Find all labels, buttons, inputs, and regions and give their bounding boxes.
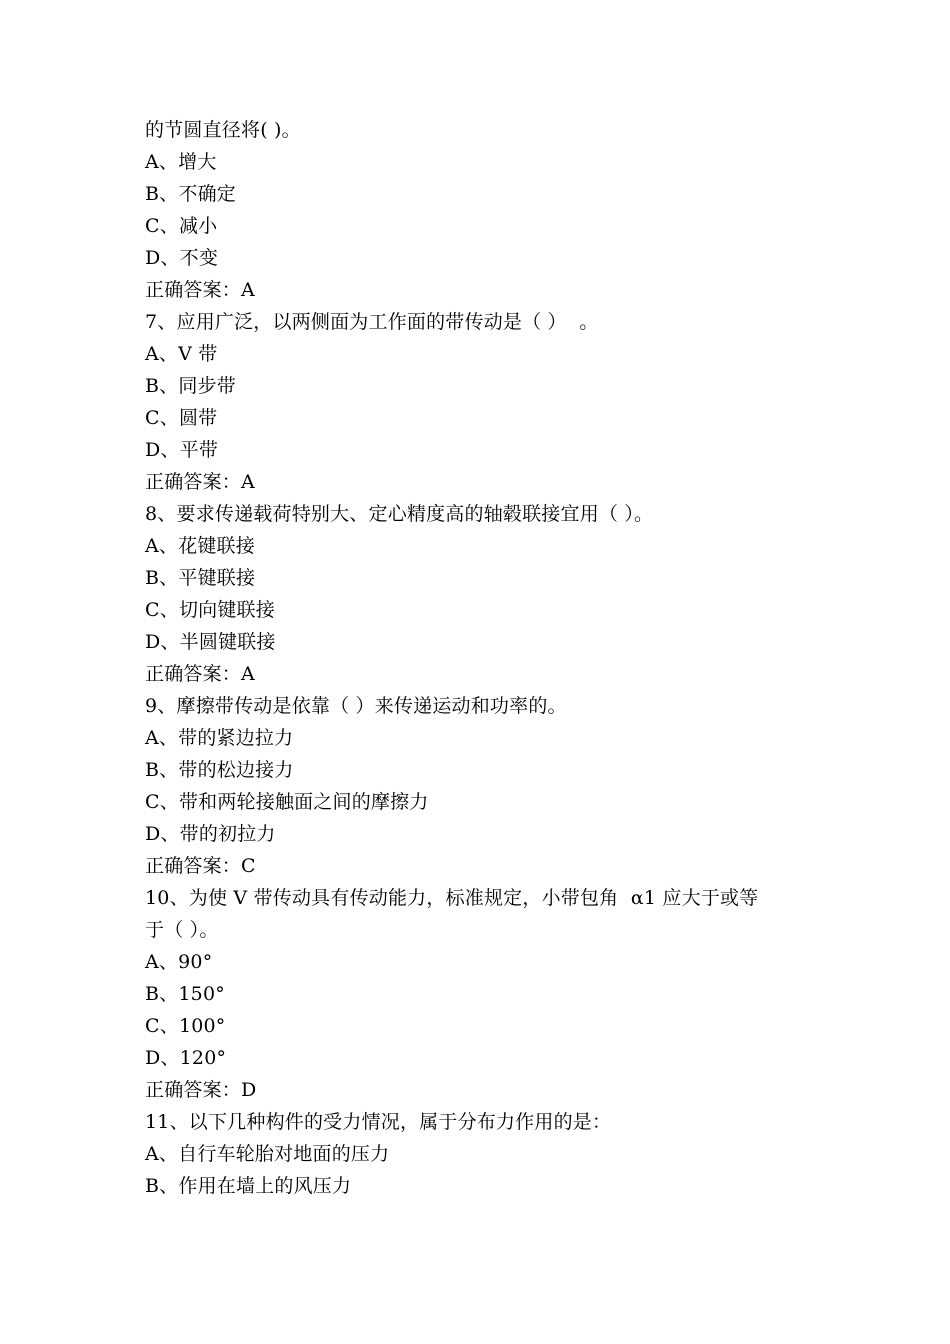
option-a: A、增大 bbox=[145, 151, 217, 173]
option-c: C、切向键联接 bbox=[145, 599, 275, 621]
answer-line: 正确答案：A bbox=[145, 471, 255, 493]
option-d: D、120° bbox=[145, 1047, 227, 1069]
question-10: 10、为使 V 带传动具有传动能力，标准规定，小带包角 α1 应大于或等 bbox=[145, 887, 759, 909]
option-a: A、带的紧边拉力 bbox=[145, 727, 294, 749]
question-8: 8、要求传递载荷特别大、定心精度高的轴毂联接宜用（ ）。 bbox=[145, 503, 654, 525]
option-c: C、减小 bbox=[145, 215, 218, 237]
option-a: A、90° bbox=[145, 951, 213, 973]
option-b: B、带的松边接力 bbox=[145, 759, 294, 781]
option-b: B、150° bbox=[145, 983, 225, 1005]
option-c: C、100° bbox=[145, 1015, 226, 1037]
option-b: B、作用在墙上的风压力 bbox=[145, 1175, 352, 1197]
option-c: C、带和两轮接触面之间的摩擦力 bbox=[145, 791, 429, 813]
answer-line: 正确答案：D bbox=[145, 1079, 257, 1101]
answer-line: 正确答案：C bbox=[145, 855, 256, 877]
question-10-continued: 于（ ）。 bbox=[145, 919, 219, 941]
question-7: 7、应用广泛，以两侧面为工作面的带传动是（ ） 。 bbox=[145, 311, 599, 333]
option-a: A、V 带 bbox=[145, 343, 218, 365]
option-b: B、不确定 bbox=[145, 183, 236, 205]
question-11: 11、以下几种构件的受力情况，属于分布力作用的是： bbox=[145, 1111, 612, 1133]
option-d: D、平带 bbox=[145, 439, 219, 461]
answer-line: 正确答案：A bbox=[145, 663, 255, 685]
option-b: B、平键联接 bbox=[145, 567, 256, 589]
option-d: D、半圆键联接 bbox=[145, 631, 276, 653]
option-b: B、同步带 bbox=[145, 375, 236, 397]
question-text-block bbox=[145, 114, 813, 1202]
option-d: D、带的初拉力 bbox=[145, 823, 276, 845]
option-d: D、不变 bbox=[145, 247, 219, 269]
question-9: 9、摩擦带传动是依靠（ ）来传递运动和功率的。 bbox=[145, 695, 567, 717]
option-a: A、花键联接 bbox=[145, 535, 255, 557]
option-a: A、自行车轮胎对地面的压力 bbox=[145, 1143, 390, 1165]
answer-line: 正确答案：A bbox=[145, 279, 255, 301]
text-line: 的节圆直径将( )。 bbox=[145, 119, 301, 141]
option-c: C、圆带 bbox=[145, 407, 218, 429]
